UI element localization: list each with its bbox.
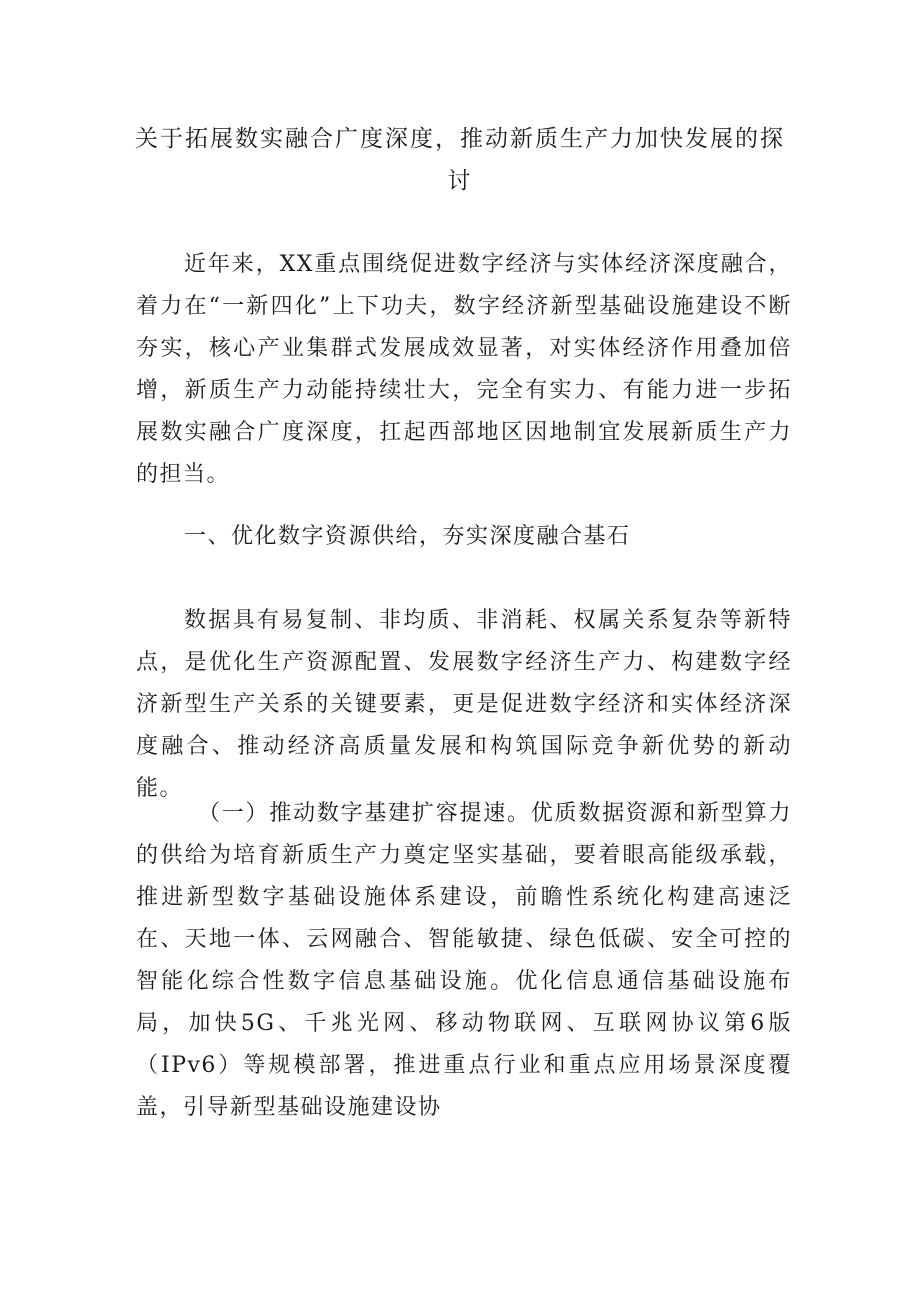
document-title: 关于拓展数实融合广度深度，推动新质生产力加快发展的探讨 (135, 126, 785, 194)
section-paragraph: 数据具有易复制、非均质、非消耗、权属关系复杂等新特点，是优化生产资源配置、发展数字经济生产力、构建数字经济新型生产关系的关键要素，更是促进数字经济和实体经济深度融合、推动经济高质量发展和构筑国际竞争新优势的新动能。 (136, 608, 792, 801)
subsection-paragraph: （一）推动数字基建扩容提速。优质数据资源和新型算力的供给为培育新质生产力奠定坚实基础，要着眼高能级承载，推进新型数字基础设施体系建设，前瞻性系统化构建高速泛在、天地一体、云网融合、智能敏捷、绿色低碳、安全可控的智能化综合性数字信息基础设施。优化信息通信基础设施布局，加快5G、千兆光网、移动物联网、互联网协议第6版（IPv6）等规模部署，推进重点行业和重点应用场景深度覆盖，引导新型基础设施建设协 (136, 801, 792, 1120)
intro-paragraph: 近年来，XX重点围绕促进数字经济与实体经济深度融合，着力在“一新四化”上下功夫，数字经济新型基础设施建设不断夯实，核心产业集群式发展成效显著，对实体经济作用叠加倍增，新质生产力动能持续壮大，完全有实力、有能力进一步拓展数实融合广度深度，扛起西部地区因地制宜发展新质生产力的担当。 (136, 252, 792, 487)
section-heading: 一、优化数字资源供给，夯实深度融合基石 (184, 524, 631, 549)
